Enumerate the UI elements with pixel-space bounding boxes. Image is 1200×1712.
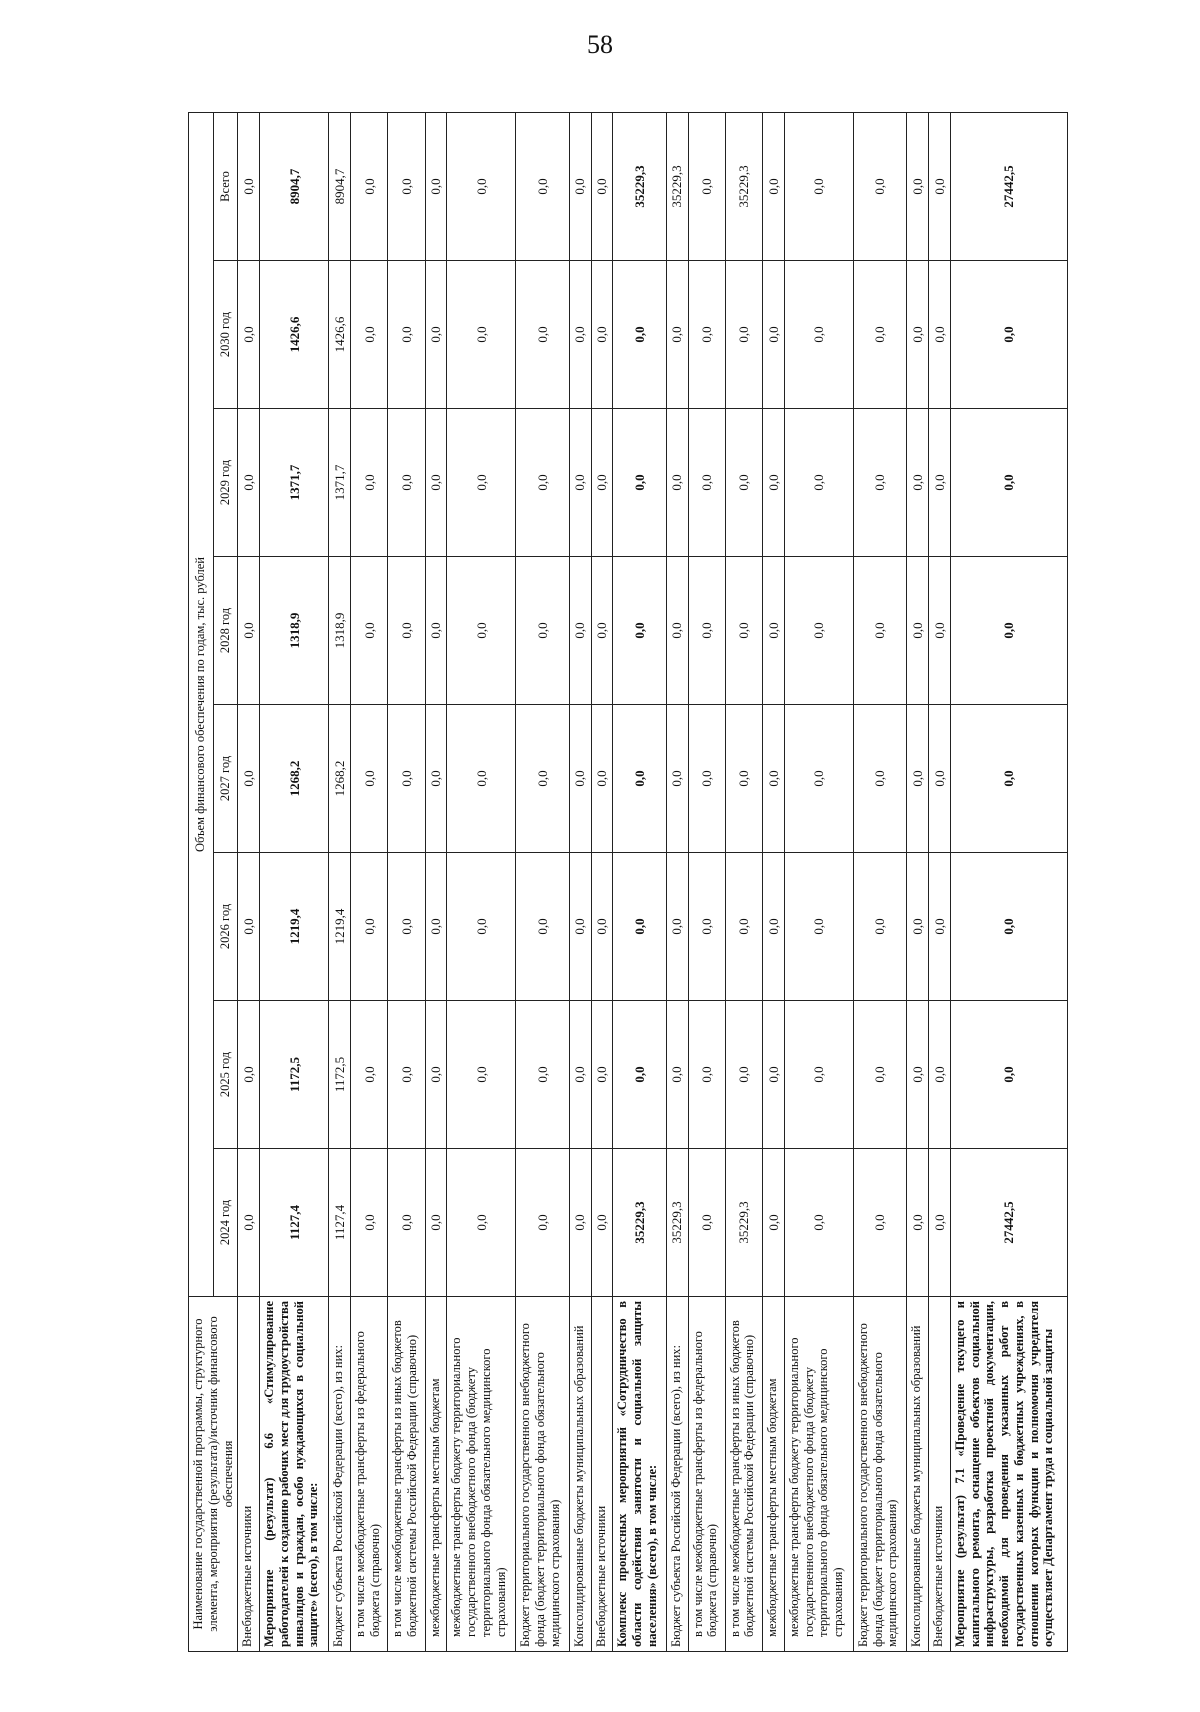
row-year-value: 0,0 bbox=[425, 1149, 447, 1297]
table-row bbox=[516, 113, 569, 1652]
row-total-value: 8904,7 bbox=[329, 113, 351, 261]
year-header: 2027 год bbox=[213, 705, 238, 853]
row-total-value: 0,0 bbox=[762, 113, 784, 261]
row-year-value: 0,0 bbox=[725, 557, 762, 705]
row-year-value: 0,0 bbox=[666, 409, 688, 557]
row-year-value: 1219,4 bbox=[260, 853, 329, 1001]
row-year-value: 35229,3 bbox=[725, 1149, 762, 1297]
year-header: 2024 год bbox=[213, 1149, 238, 1297]
row-year-value: 0,0 bbox=[853, 409, 906, 557]
row-year-value: 0,0 bbox=[688, 557, 725, 705]
row-name: Консолидированные бюджеты муниципальных образований bbox=[906, 1297, 928, 1652]
row-year-value: 0,0 bbox=[425, 409, 447, 557]
row-total-value: 35229,3 bbox=[613, 113, 666, 261]
row-year-value: 0,0 bbox=[950, 261, 1067, 409]
row-year-value: 0,0 bbox=[447, 705, 516, 853]
table-header bbox=[189, 113, 238, 1652]
row-year-value: 0,0 bbox=[613, 1001, 666, 1149]
row-year-value: 0,0 bbox=[351, 409, 388, 557]
row-year-value: 0,0 bbox=[853, 557, 906, 705]
row-year-value: 0,0 bbox=[613, 705, 666, 853]
table-row bbox=[351, 113, 388, 1652]
row-total-value: 0,0 bbox=[447, 113, 516, 261]
row-year-value: 0,0 bbox=[516, 1001, 569, 1149]
row-year-value: 35229,3 bbox=[613, 1149, 666, 1297]
row-name: в том числе межбюджетные трансферты из федерального бюджета (справочно) bbox=[688, 1297, 725, 1652]
table-row bbox=[950, 113, 1067, 1652]
row-year-value: 0,0 bbox=[569, 261, 591, 409]
row-year-value: 0,0 bbox=[351, 853, 388, 1001]
year-header: 2025 год bbox=[213, 1001, 238, 1149]
row-year-value: 0,0 bbox=[613, 409, 666, 557]
year-header: 2029 год bbox=[213, 409, 238, 557]
row-total-value: 0,0 bbox=[688, 113, 725, 261]
year-header: 2030 год bbox=[213, 261, 238, 409]
row-year-value: 0,0 bbox=[425, 705, 447, 853]
row-year-value: 0,0 bbox=[928, 1001, 950, 1149]
row-year-value: 0,0 bbox=[688, 853, 725, 1001]
row-year-value: 1318,9 bbox=[260, 557, 329, 705]
row-year-value: 0,0 bbox=[238, 1149, 260, 1297]
row-year-value: 0,0 bbox=[388, 1149, 425, 1297]
row-year-value: 0,0 bbox=[666, 853, 688, 1001]
row-year-value: 0,0 bbox=[425, 261, 447, 409]
row-year-value: 0,0 bbox=[447, 1149, 516, 1297]
table-row bbox=[329, 113, 351, 1652]
table-row bbox=[591, 113, 613, 1652]
row-year-value: 0,0 bbox=[666, 557, 688, 705]
row-year-value: 0,0 bbox=[906, 1001, 928, 1149]
row-year-value: 0,0 bbox=[447, 261, 516, 409]
row-year-value: 1371,7 bbox=[260, 409, 329, 557]
row-year-value: 0,0 bbox=[447, 853, 516, 1001]
table-row bbox=[853, 113, 906, 1652]
row-name: межбюджетные трансферты бюджету территориального государственного внебюджетного фонда (бюджету территориального фонда обязательного медицинского страхования) bbox=[447, 1297, 516, 1652]
row-total-value: 0,0 bbox=[591, 113, 613, 261]
row-total-value: 0,0 bbox=[238, 113, 260, 261]
row-year-value: 0,0 bbox=[906, 1149, 928, 1297]
row-total-value: 0,0 bbox=[425, 113, 447, 261]
row-year-value: 0,0 bbox=[784, 557, 853, 705]
row-year-value: 0,0 bbox=[725, 705, 762, 853]
row-year-value: 0,0 bbox=[725, 409, 762, 557]
row-year-value: 0,0 bbox=[425, 853, 447, 1001]
row-year-value: 0,0 bbox=[447, 1001, 516, 1149]
row-year-value: 0,0 bbox=[762, 557, 784, 705]
row-year-value: 0,0 bbox=[853, 853, 906, 1001]
row-total-value: 0,0 bbox=[928, 113, 950, 261]
row-year-value: 0,0 bbox=[784, 1001, 853, 1149]
row-year-value: 0,0 bbox=[569, 557, 591, 705]
row-year-value: 1172,5 bbox=[260, 1001, 329, 1149]
row-year-value: 0,0 bbox=[784, 853, 853, 1001]
row-year-value: 0,0 bbox=[762, 1001, 784, 1149]
table-row bbox=[688, 113, 725, 1652]
row-year-value: 0,0 bbox=[784, 409, 853, 557]
row-year-value: 0,0 bbox=[853, 705, 906, 853]
table-row bbox=[425, 113, 447, 1652]
row-year-value: 0,0 bbox=[569, 1001, 591, 1149]
row-year-value: 0,0 bbox=[351, 1001, 388, 1149]
row-year-value: 1127,4 bbox=[260, 1149, 329, 1297]
row-year-value: 0,0 bbox=[853, 1149, 906, 1297]
row-year-value: 1172,5 bbox=[329, 1001, 351, 1149]
row-year-value: 0,0 bbox=[613, 557, 666, 705]
row-name: Внебюджетные источники bbox=[928, 1297, 950, 1652]
row-year-value: 0,0 bbox=[238, 557, 260, 705]
row-year-value: 0,0 bbox=[928, 705, 950, 853]
financing-table bbox=[188, 112, 1068, 1652]
row-name: в том числе межбюджетные трансферты из иных бюджетов бюджетной системы Российской Федерации (справочно) bbox=[725, 1297, 762, 1652]
row-year-value: 0,0 bbox=[591, 409, 613, 557]
row-year-value: 0,0 bbox=[351, 557, 388, 705]
year-header: 2026 год bbox=[213, 853, 238, 1001]
row-year-value: 0,0 bbox=[613, 261, 666, 409]
table-row bbox=[569, 113, 591, 1652]
row-year-value: 0,0 bbox=[447, 409, 516, 557]
row-name: Бюджет территориального государственного внебюджетного фонда (бюджет территориального фонда обязательного медицинского страхования) bbox=[516, 1297, 569, 1652]
row-year-value: 0,0 bbox=[238, 1001, 260, 1149]
table-row bbox=[784, 113, 853, 1652]
row-year-value: 0,0 bbox=[591, 853, 613, 1001]
table-row bbox=[762, 113, 784, 1652]
row-year-value: 0,0 bbox=[388, 853, 425, 1001]
row-name: Внебюджетные источники bbox=[591, 1297, 613, 1652]
row-year-value: 0,0 bbox=[516, 1149, 569, 1297]
row-year-value: 0,0 bbox=[688, 409, 725, 557]
total-header: Всего bbox=[213, 113, 238, 261]
row-year-value: 0,0 bbox=[591, 1001, 613, 1149]
row-year-value: 0,0 bbox=[569, 1149, 591, 1297]
row-total-value: 0,0 bbox=[853, 113, 906, 261]
row-year-value: 0,0 bbox=[238, 409, 260, 557]
row-name: в том числе межбюджетные трансферты из иных бюджетов бюджетной системы Российской Федерации (справочно) bbox=[388, 1297, 425, 1652]
row-name: Внебюджетные источники bbox=[238, 1297, 260, 1652]
row-name: Бюджет субъекта Российской Федерации (всего), из них: bbox=[666, 1297, 688, 1652]
row-year-value: 0,0 bbox=[853, 261, 906, 409]
row-year-value: 1268,2 bbox=[329, 705, 351, 853]
row-year-value: 0,0 bbox=[928, 853, 950, 1001]
row-year-value: 0,0 bbox=[388, 261, 425, 409]
row-total-value: 0,0 bbox=[784, 113, 853, 261]
row-year-value: 1371,7 bbox=[329, 409, 351, 557]
row-year-value: 0,0 bbox=[950, 853, 1067, 1001]
row-year-value: 0,0 bbox=[569, 853, 591, 1001]
row-year-value: 0,0 bbox=[591, 261, 613, 409]
row-year-value: 0,0 bbox=[725, 261, 762, 409]
table-row bbox=[260, 113, 329, 1652]
row-name: Комплекс процессных мероприятий «Сотрудничество в области содействия занятости и социальной защиты населения» (всего), в том числе: bbox=[613, 1297, 666, 1652]
row-year-value: 1426,6 bbox=[329, 261, 351, 409]
row-year-value: 0,0 bbox=[950, 409, 1067, 557]
row-year-value: 0,0 bbox=[388, 1001, 425, 1149]
row-name: Бюджет территориального государственного внебюджетного фонда (бюджет территориального фонда обязательного медицинского страхования) bbox=[853, 1297, 906, 1652]
row-year-value: 0,0 bbox=[591, 1149, 613, 1297]
row-name: Мероприятие (результат) 6.6 «Стимулирование работодателей к созданию рабочих мест для трудоустройства инвалидов и граждан, особо нуждающихся в социальной защите» (всего), в том числе: bbox=[260, 1297, 329, 1652]
row-year-value: 0,0 bbox=[762, 409, 784, 557]
row-total-value: 35229,3 bbox=[666, 113, 688, 261]
row-year-value: 1426,6 bbox=[260, 261, 329, 409]
row-year-value: 0,0 bbox=[688, 705, 725, 853]
row-year-value: 0,0 bbox=[666, 1001, 688, 1149]
page-number: 58 bbox=[587, 30, 613, 59]
row-name: в том числе межбюджетные трансферты из федерального бюджета (справочно) bbox=[351, 1297, 388, 1652]
row-year-value: 0,0 bbox=[950, 705, 1067, 853]
row-year-value: 0,0 bbox=[238, 853, 260, 1001]
table-row bbox=[388, 113, 425, 1652]
row-year-value: 0,0 bbox=[906, 409, 928, 557]
table-row bbox=[725, 113, 762, 1652]
row-total-value: 8904,7 bbox=[260, 113, 329, 261]
table-row bbox=[928, 113, 950, 1652]
row-year-value: 0,0 bbox=[351, 1149, 388, 1297]
row-year-value: 0,0 bbox=[388, 557, 425, 705]
year-header: 2028 год bbox=[213, 557, 238, 705]
row-year-value: 0,0 bbox=[928, 557, 950, 705]
row-year-value: 0,0 bbox=[425, 557, 447, 705]
row-total-value: 27442,5 bbox=[950, 113, 1067, 261]
row-year-value: 0,0 bbox=[688, 1001, 725, 1149]
row-total-value: 0,0 bbox=[516, 113, 569, 261]
row-year-value: 0,0 bbox=[569, 409, 591, 557]
row-year-value: 0,0 bbox=[238, 261, 260, 409]
row-year-value: 0,0 bbox=[762, 853, 784, 1001]
row-year-value: 0,0 bbox=[762, 1149, 784, 1297]
row-name: межбюджетные трансферты бюджету территориального государственного внебюджетного фонда (бюджету территориального фонда обязательного медицинского страхования) bbox=[784, 1297, 853, 1652]
table-row bbox=[447, 113, 516, 1652]
row-year-value: 0,0 bbox=[238, 705, 260, 853]
row-name: Мероприятие (результат) 7.1 «Проведение текущего и капитального ремонта, оснащение объектов социальной инфраструктуры, разработка проектной документации, необходимой для проведения указанных работ в государственных казенных и бюджетных учреждениях, в отношении которых функции и полномочия учредителя осуществляет Департамент труда и социальной защиты bbox=[950, 1297, 1067, 1652]
financing-group-header: Объем финансового обеспечения по годам, тыс. рублей bbox=[189, 113, 214, 1297]
row-year-value: 1318,9 bbox=[329, 557, 351, 705]
row-year-value: 0,0 bbox=[784, 261, 853, 409]
row-year-value: 0,0 bbox=[591, 705, 613, 853]
row-year-value: 0,0 bbox=[928, 261, 950, 409]
row-total-value: 0,0 bbox=[388, 113, 425, 261]
row-name: Бюджет субъекта Российской Федерации (всего), из них: bbox=[329, 1297, 351, 1652]
row-name: Консолидированные бюджеты муниципальных образований bbox=[569, 1297, 591, 1652]
row-name: межбюджетные трансферты местным бюджетам bbox=[425, 1297, 447, 1652]
row-year-value: 0,0 bbox=[853, 1001, 906, 1149]
row-year-value: 35229,3 bbox=[666, 1149, 688, 1297]
row-year-value: 0,0 bbox=[784, 1149, 853, 1297]
row-year-value: 0,0 bbox=[950, 557, 1067, 705]
row-year-value: 0,0 bbox=[762, 261, 784, 409]
row-year-value: 0,0 bbox=[950, 1001, 1067, 1149]
row-year-value: 0,0 bbox=[688, 1149, 725, 1297]
row-year-value: 0,0 bbox=[725, 1001, 762, 1149]
row-total-value: 0,0 bbox=[351, 113, 388, 261]
row-year-value: 0,0 bbox=[784, 705, 853, 853]
row-year-value: 0,0 bbox=[569, 705, 591, 853]
row-year-value: 1268,2 bbox=[260, 705, 329, 853]
table-row bbox=[238, 113, 260, 1652]
row-year-value: 0,0 bbox=[516, 261, 569, 409]
row-year-value: 0,0 bbox=[351, 261, 388, 409]
row-total-value: 0,0 bbox=[569, 113, 591, 261]
row-year-value: 1219,4 bbox=[329, 853, 351, 1001]
row-year-value: 0,0 bbox=[447, 557, 516, 705]
row-year-value: 0,0 bbox=[351, 705, 388, 853]
row-year-value: 0,0 bbox=[906, 705, 928, 853]
row-total-value: 35229,3 bbox=[725, 113, 762, 261]
row-name: межбюджетные трансферты местным бюджетам bbox=[762, 1297, 784, 1652]
rotated-table-wrapper bbox=[188, 112, 1058, 1652]
row-year-value: 0,0 bbox=[762, 705, 784, 853]
row-year-value: 0,0 bbox=[906, 261, 928, 409]
row-year-value: 0,0 bbox=[516, 705, 569, 853]
table-row bbox=[666, 113, 688, 1652]
table-row bbox=[613, 113, 666, 1652]
row-year-value: 0,0 bbox=[388, 409, 425, 557]
row-year-value: 0,0 bbox=[516, 409, 569, 557]
row-year-value: 0,0 bbox=[666, 705, 688, 853]
row-year-value: 0,0 bbox=[516, 853, 569, 1001]
row-year-value: 0,0 bbox=[613, 853, 666, 1001]
row-year-value: 0,0 bbox=[666, 261, 688, 409]
row-year-value: 0,0 bbox=[906, 853, 928, 1001]
name-header: Наименование государственной программы, структурного элемента, мероприятия (результата)/источник финансового обеспечения bbox=[189, 1297, 238, 1652]
row-year-value: 0,0 bbox=[516, 557, 569, 705]
row-year-value: 0,0 bbox=[928, 409, 950, 557]
row-year-value: 0,0 bbox=[688, 261, 725, 409]
row-year-value: 1127,4 bbox=[329, 1149, 351, 1297]
row-year-value: 0,0 bbox=[928, 1149, 950, 1297]
row-year-value: 0,0 bbox=[388, 705, 425, 853]
row-total-value: 0,0 bbox=[906, 113, 928, 261]
row-year-value: 0,0 bbox=[725, 853, 762, 1001]
table-row bbox=[906, 113, 928, 1652]
table-body bbox=[238, 113, 1068, 1652]
row-year-value: 0,0 bbox=[906, 557, 928, 705]
row-year-value: 0,0 bbox=[425, 1001, 447, 1149]
row-year-value: 27442,5 bbox=[950, 1149, 1067, 1297]
row-year-value: 0,0 bbox=[591, 557, 613, 705]
